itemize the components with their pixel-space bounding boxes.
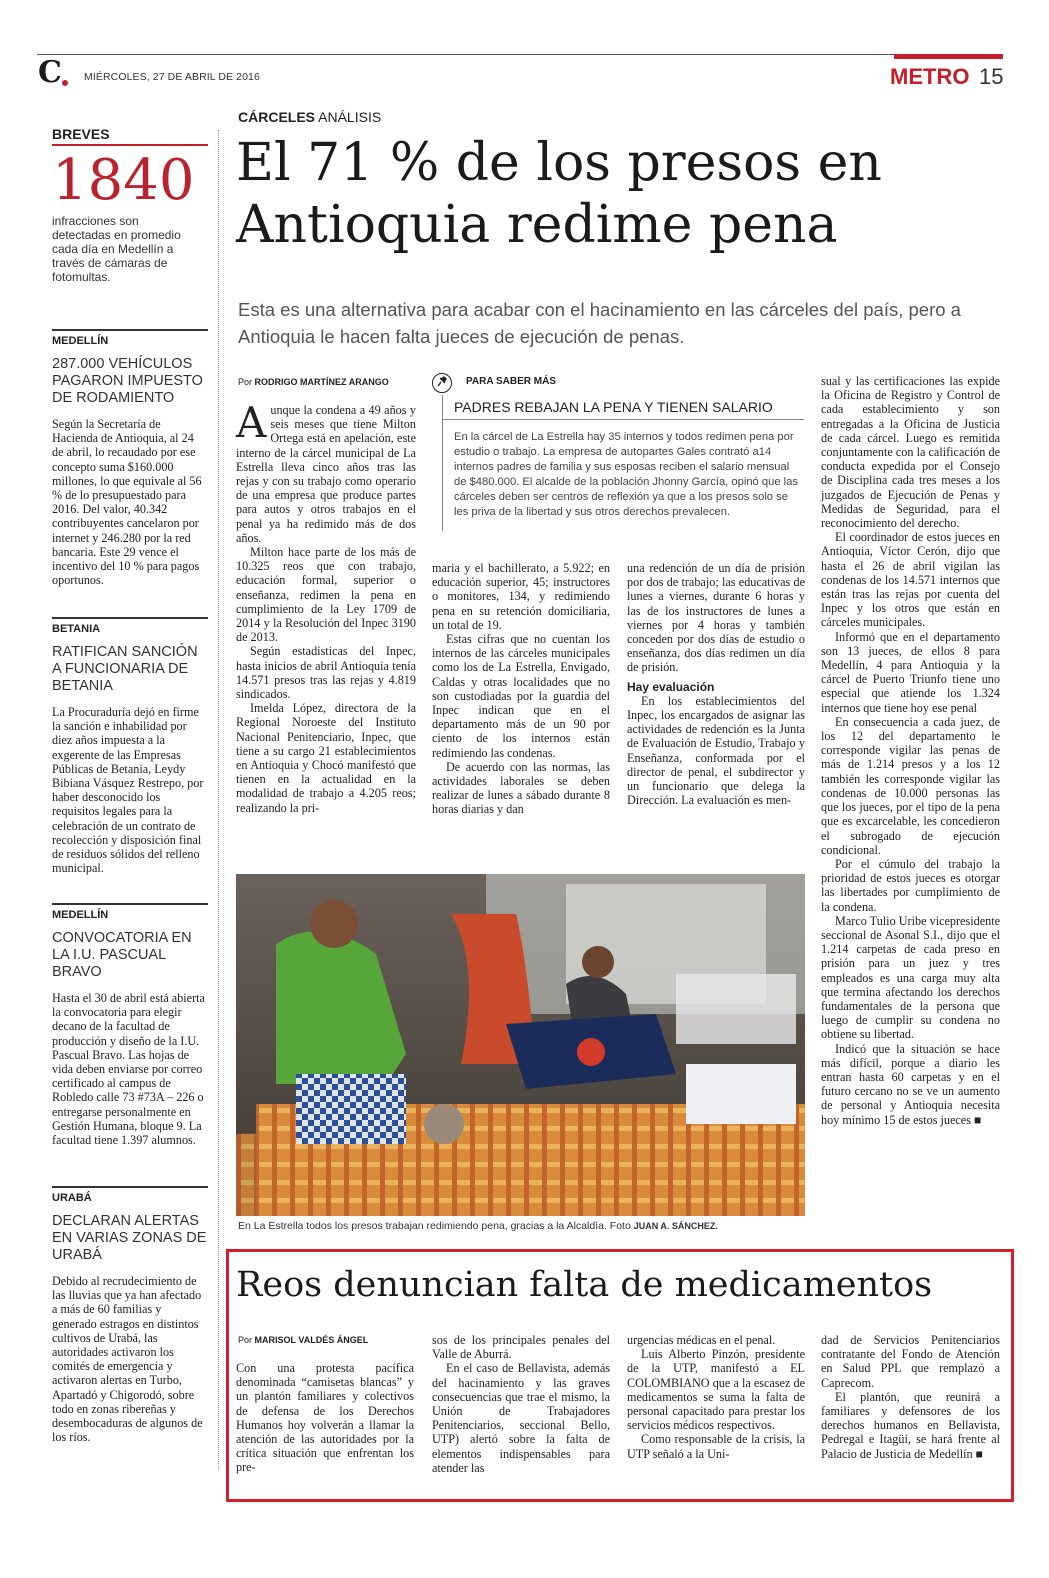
article-col2 xyxy=(432,561,610,817)
paragraph: Luis Alberto Pinzón, presidente de la UTP, manifestó a EL COLOMBIANO que a la escasez de medicamentos se suma la falta de personal capacitado para prestar los servicios médicos respectivos. xyxy=(627,1347,805,1433)
byline-prefix: Por xyxy=(238,1335,253,1345)
headline: El 71 % de los presos en Antioquia redime pena xyxy=(236,133,882,255)
paragraph: Imelda López, directora de la Regional Noroeste del Instituto Nacional Penitenciario, Inpec, que tiene a su cargo 21 establecimientos en Antioquia y Chocó manifestó que tienen en la actualidad en la modalidad de trabajo a 4.205 reos; realizando la pri- xyxy=(236,701,416,815)
brief-body: La Procuraduría dejó en firme la sanción e inhabilidad por diez años impuesta a la exgerente de las Empresas Públicas de Betania, Leydy Bibiana Vásquez Restrepo, por haber desconocido los requisitos legales para la celebración de un contrato de recolección y disposición final de residuos sólidos del relleno municipal. xyxy=(52,705,204,876)
byline-author: RODRIGO MARTÍNEZ ARANGO xyxy=(254,377,389,387)
article-col3 xyxy=(627,561,805,807)
article-col1 xyxy=(236,398,416,815)
brief-location: MEDELLÍN xyxy=(52,329,208,347)
brief-1 xyxy=(52,329,208,587)
photo xyxy=(236,874,805,1216)
paragraph: Milton hace parte de los más de 10.325 reos que con trabajo, educación formal, superior o enseñanza, redimen la pena en cumplimiento de la Ley 1709 de 2014 y la Resolución del Inpec 3190 de 2013. xyxy=(236,545,416,645)
box-left-rule xyxy=(442,395,443,531)
paragraph: En los establecimientos del Inpec, los encargados de asignar las actividades de redención es la Junta de Evaluación de Estudio, Trabajo y Enseñanza, conformada por el director de penal, el subdirector y un funcionario que delega la Dirección. La evaluación es men- xyxy=(627,693,805,808)
paragraph: maria y el bachillerato, a 5.922; en educación superior, 45; instructores o monitores, 134, y redimiendo pena en su retención domiciliaria, un total de 19. xyxy=(432,561,610,632)
paragraph: urgencias médicas en el penal. xyxy=(627,1333,776,1347)
paragraph: El plantón, que reunirá a familiares y defensores de los derechos humanos en Bellavista, Pedregal e Itagüí, se hará frente al Palacio de Justicia de Medellín ■ xyxy=(821,1389,1000,1461)
sidebar-divider xyxy=(218,130,219,1470)
box-body: En la cárcel de La Estrella hay 35 internos y todos redimen pena por estudio o trabajo. La empresa de autopartes Gales contrató a14 internos padres de familia y sus esposas reciben el salario mensual de $480.000. El alcalde de la población Jhonny García, opinó que las cárceles deben ser centros de reflexión ya que a los presos solo se les priva de la libertad y sus otros derechos prevalecen. xyxy=(454,431,798,518)
breves-label: BREVES xyxy=(52,126,208,146)
brief-4 xyxy=(52,1186,208,1444)
paragraph: Marco Tulio Uribe vicepresidente seccional de Asonal S.I., dijo que el 1.214 carpetas de cada preso en prisión para un juez y tres empleados es una carga muy alta que termina afectando los derechos fundamentales de la persona que luego de cumplir su condena no obtiene su libertad. xyxy=(821,913,1000,1042)
second-headline: Reos denuncian falta de medicamentos xyxy=(236,1265,933,1305)
brief-headline: RATIFICAN SANCIÓN A FUNCIONARIA DE BETANIA xyxy=(52,644,198,694)
section-bar xyxy=(894,54,1003,59)
brief-body: Debido al recrudecimiento de las lluvias que ya han afectado a más de 60 familias y generado estragos en distintos cultivos de Urabá, las autoridades activaron los comités de emergencia y activaron alertas en Turbo, Apartadó y Chigorodó, sobre todo en zonas ribereñas y desembocaduras de algunos de los ríos. xyxy=(52,1274,203,1445)
brief-location: MEDELLÍN xyxy=(52,903,208,921)
sidebar xyxy=(52,126,208,284)
paragraph: dad de Servicios Penitenciarios contratante del Fondo de Atención en Salud PPL que remplazó a Caprecom. xyxy=(821,1333,1000,1390)
brief-headline: 287.000 VEHÍCULOS PAGARON IMPUESTO DE RODAMIENTO xyxy=(52,356,203,406)
paragraph: Estas cifras que no cuentan los internos de las cárceles municipales como los de La Estrella, Envigado, Caldas y otras localidades que no son custodiadas por la guardia del Inpec indican que en el departamento más de un 90 por ciento de los internos están redimiendo las condenas. xyxy=(432,632,610,760)
logo-dot xyxy=(62,80,68,86)
photo-caption: En La Estrella todos los presos trabajan redimiendo pena, gracias a la Alcaldía. Foto xyxy=(238,1220,631,1232)
big-number: 1840 xyxy=(52,148,195,213)
page-number: 15 xyxy=(979,64,1004,89)
info-box xyxy=(432,373,806,533)
second-col1 xyxy=(236,1361,414,1475)
kicker xyxy=(238,109,381,125)
photo-credit: JUAN A. SÁNCHEZ. xyxy=(633,1221,718,1231)
photo-caption-line xyxy=(238,1220,808,1232)
photo-illustration xyxy=(236,874,805,1216)
paragraph: Según estadísticas del Inpec, hasta inicios de abril Antioquia tenía 14.571 presos tras las rejas y 4.819 sindicados. xyxy=(236,644,416,702)
second-col4 xyxy=(821,1333,1000,1461)
header-top-rule xyxy=(37,54,1003,55)
paragraph: De acuerdo con las normas, las actividades laborales se deben realizar de lunes a sábado durante 8 horas diarias y dan xyxy=(432,759,610,817)
big-number-text: infracciones son detectadas en promedio cada día en Medellín a través de cámaras de fotomultas. xyxy=(52,214,181,284)
second-byline xyxy=(238,1335,368,1345)
brief-3 xyxy=(52,903,208,1147)
paragraph: sual y las certificaciones las expide la Oficina de Registro y Control de cada establecimiento y son entregadas a la Oficina de Justicia de cada cárcel. Luego es remitida conjuntamente con la calificación de conducta expedida por el Consejo de Disciplina cada tres meses a los juzgados de Ejecución de Penas y Medidas de Seguridad, para el reconocimiento del derecho. xyxy=(821,374,1000,531)
kicker-type: ANÁLISIS xyxy=(318,109,382,125)
paragraph: En consecuencia a cada juez, de los 12 del departamento le corresponde vigilar las penas de más de 1.214 presos y a los 12 también les corresponde vigilar las condenas de 10.000 personas las que los jueces, por el tipo de la pena que es excarcelable, les concedieron el subrogado de ejecución condicional. xyxy=(821,714,1000,857)
article-col4 xyxy=(821,374,1000,1127)
paragraph: Informó que en el departamento son 13 jueces, de ellos 8 para Medellín, 4 para Antioquia y la cárcel de Puerto Triunfo tiene uno especial que atiende los 1.324 internos que tiene hoy ese penal xyxy=(821,629,1000,715)
brief-location: BETANIA xyxy=(52,617,208,635)
box-label: PARA SABER MÁS xyxy=(466,376,557,387)
box-title: PADRES REBAJAN LA PENA Y TIENEN SALARIO xyxy=(454,399,773,415)
paragraph: Con una protesta pacífica denominada “camisetas blancas” y un plantón familiares y colectivos de defensa de los Derechos Humanos hoy volverán a llamar la atención de las autoridades por la crítica situación que enfrentan los pre- xyxy=(236,1361,414,1475)
pin-icon xyxy=(432,373,452,393)
paragraph: sos de los principales penales del Valle de Aburrá. xyxy=(432,1333,610,1362)
subhead: Hay evaluación xyxy=(627,679,715,694)
box-title-rule xyxy=(442,419,804,420)
brief-2 xyxy=(52,617,208,875)
paragraph: El coordinador de estos jueces en Antioquia, Víctor Cerón, dijo que hasta el 26 de abril vigilan las condenas de los 14.571 internos que están tras las rejas por cuenta del Inpec y los otros que están en cárceles municipales. xyxy=(821,530,1000,630)
drop-cap: A xyxy=(236,398,267,447)
brief-headline: CONVOCATORIA EN LA I.U. PASCUAL BRAVO xyxy=(52,930,192,980)
second-col3 xyxy=(627,1333,805,1461)
brief-location: URABÁ xyxy=(52,1186,208,1204)
brief-body: Según la Secretaría de Hacienda de Antioquia, al 24 de abril, lo recaudado por ese concepto suma $160.000 millones, lo que equivale al 56 % de lo presupuestado para 2016. Del valor, 40.342 contribuyentes cancelaron por internet y 246.280 por la red bancaria. Este 29 vence el incentivo del 10 % para pagos oportunos. xyxy=(52,417,202,588)
byline xyxy=(238,377,389,387)
paragraph: una redención de un día de prisión por dos de trabajo; las educativas de lunes a viernes, durante 6 horas y las de los instructores de lunes a viernes por 4 horas y también conceden por dos días de estudio o enseñanza, dos días redimen un día de prisión. xyxy=(627,561,805,675)
deck: Esta es una alternativa para acabar con el hacinamiento en las cárceles del país, pero a Antioquia le hacen falta jueces de ejecución de penas. xyxy=(238,299,961,347)
paragraph: Por el cúmulo del trabajo la prioridad de estos jueces es otorgar las libertades por cumplimiento de la condena. xyxy=(821,856,1000,914)
brief-body: Hasta el 30 de abril está abierta la convocatoria para elegir decano de la facultad de producción y diseño de la I.U. Pascual Bravo. Las hojas de vida deben enviarse por correo certificado al campus de Robledo calle 73 #73A – 226 o entregarse personalmente en Gestión Humana, bloque 9. La facultad tiene 1.397 alumnos. xyxy=(52,991,205,1148)
paragraph: Como responsable de la crisis, la UTP señaló a la Uni- xyxy=(627,1432,805,1461)
second-col2 xyxy=(432,1333,610,1475)
section-name: METRO xyxy=(890,64,970,89)
edition-date: MIÉRCOLES, 27 DE ABRIL DE 2016 xyxy=(84,71,260,83)
brief-headline: DECLARAN ALERTAS EN VARIAS ZONAS DE URABÁ xyxy=(52,1213,207,1263)
logo: C xyxy=(38,55,62,90)
paragraph: Indicó que la situación se hace más difícil, porque a diario les entran hasta 60 carpetas y en el futuro cercano no se ve un aumento de personal y Antioquia necesita hoy mínimo 15 de estos jueces ■ xyxy=(821,1041,1000,1127)
paragraph: unque la condena a 49 años y seis meses que tiene Milton Ortega está en apelación, este interno de la cárcel municipal de La Estrella lleva cinco años tras las rejas y con su trabajo como operario de una empresa que produce partes para autos y otros trabajos en el penal ya ha redimido más de dos años. xyxy=(236,403,416,545)
byline-prefix: Por xyxy=(238,377,253,387)
byline-author: MARISOL VALDÉS ÁNGEL xyxy=(254,1335,369,1345)
paragraph: En el caso de Bellavista, además del hacinamiento y las graves consecuencias que trae el mismo, la Unión de Trabajadores Penitenciarios, seccional Bello, UTP) alertó sobre la falta de elementos indispensables para atender las xyxy=(432,1361,610,1475)
kicker-topic: CÁRCELES xyxy=(238,109,316,125)
